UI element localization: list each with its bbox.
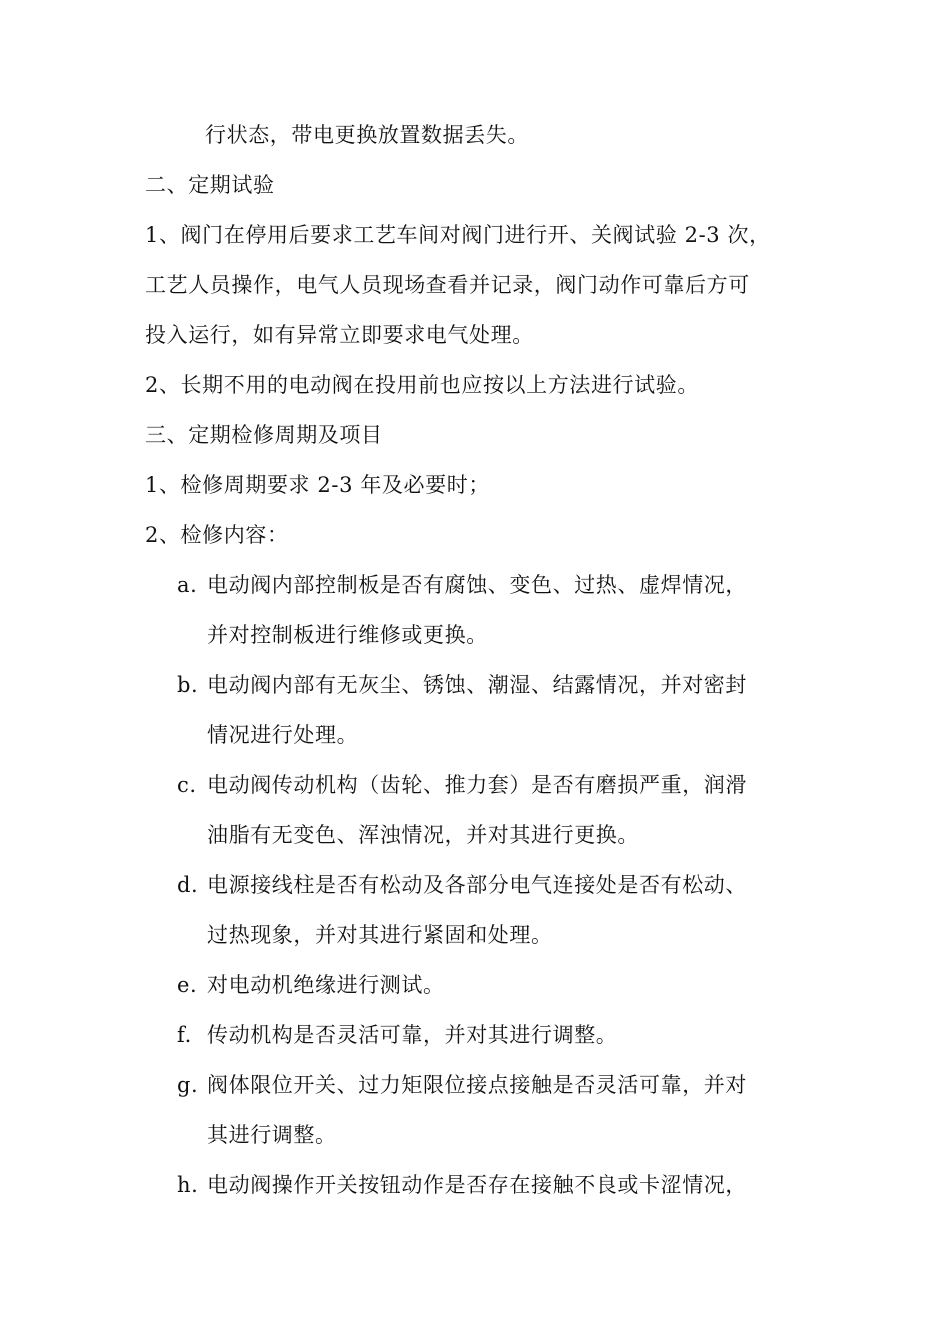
list-item-b: [177, 670, 747, 700]
list-item-continuation: 油脂有无变色、浑浊情况，并对其进行更换。: [207, 823, 639, 847]
list-marker: c.: [177, 773, 197, 797]
list-item-d: [177, 870, 747, 900]
list-item-continuation: 其进行调整。: [207, 1123, 337, 1147]
list-item-c: [177, 770, 747, 800]
list-item-text: 电动阀传动机构（齿轮、推力套）是否有磨损严重，润滑: [207, 773, 747, 797]
list-item-continuation: 情况进行处理。: [207, 723, 359, 747]
list-item-text: 电动阀内部有无灰尘、锈蚀、潮湿、结露情况，并对密封: [207, 673, 747, 697]
section-heading-periodic-test: 二、定期试验: [145, 173, 275, 197]
list-item-continuation: 并对控制板进行维修或更换。: [207, 623, 488, 647]
list-item-g: [177, 1070, 747, 1100]
list-marker: a.: [177, 573, 198, 597]
list-item-f: [177, 1020, 617, 1050]
paragraph-line: 投入运行，如有异常立即要求电气处理。: [145, 323, 534, 347]
paragraph-line: 2、检修内容：: [145, 523, 289, 547]
list-marker: g.: [177, 1073, 199, 1097]
list-item-h: [177, 1170, 747, 1200]
list-marker: f.: [177, 1023, 192, 1047]
paragraph-line: 1、阀门在停用后要求工艺车间对阀门进行开、关阀试验 2-3 次，: [145, 223, 771, 247]
list-marker: e.: [177, 973, 198, 997]
list-item-a: [177, 570, 747, 600]
paragraph-line: 1、检修周期要求 2-3 年及必要时；: [145, 473, 490, 497]
list-marker: h.: [177, 1173, 199, 1197]
paragraph-line: 2、长期不用的电动阀在投用前也应按以上方法进行试验。: [145, 373, 699, 397]
continuation-line: 行状态，带电更换放置数据丢失。: [205, 123, 529, 147]
list-marker: d.: [177, 873, 199, 897]
list-item-text: 电动阀操作开关按钮动作是否存在接触不良或卡涩情况，: [207, 1173, 747, 1197]
list-item-text: 电动阀内部控制板是否有腐蚀、变色、过热、虚焊情况，: [207, 573, 747, 597]
list-marker: b.: [177, 673, 199, 697]
list-item-text: 传动机构是否灵活可靠，并对其进行调整。: [207, 1023, 618, 1047]
section-heading-maintenance: 三、定期检修周期及项目: [145, 423, 383, 447]
list-item-e: [177, 970, 445, 1000]
paragraph-line: 工艺人员操作，电气人员现场查看并记录，阀门动作可靠后方可: [145, 273, 750, 297]
list-item-continuation: 过热现象，并对其进行紧固和处理。: [207, 923, 553, 947]
list-item-text: 电源接线柱是否有松动及各部分电气连接处是否有松动、: [207, 873, 747, 897]
list-item-text: 对电动机绝缘进行测试。: [207, 973, 445, 997]
list-item-text: 阀体限位开关、过力矩限位接点接触是否灵活可靠，并对: [207, 1073, 747, 1097]
